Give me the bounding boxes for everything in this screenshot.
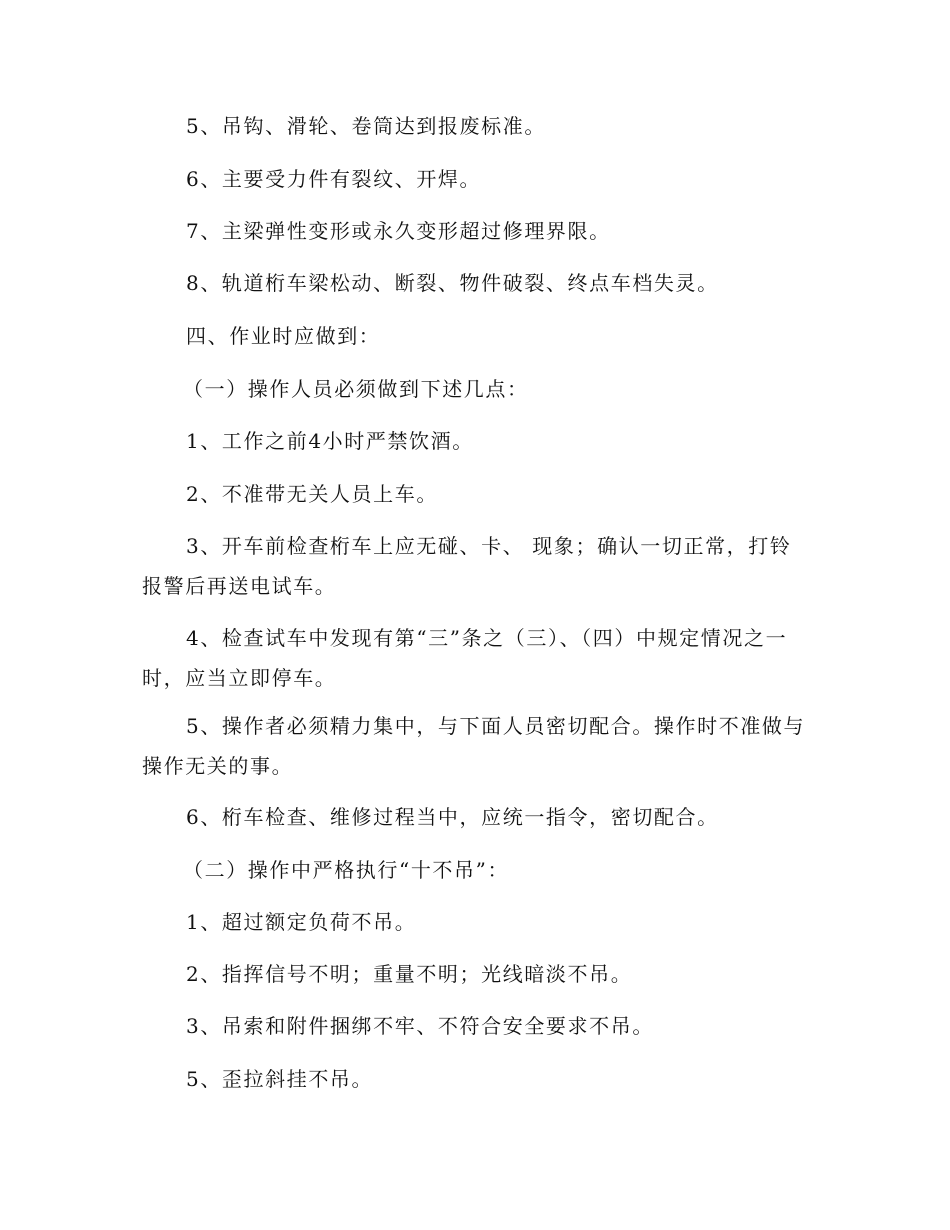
paragraph-rule-2-signal: 2、指挥信号不明；重量不明；光线暗淡不吊。 <box>186 962 633 986</box>
paragraph-item-5-focus: 5、操作者必须精力集中，与下面人员密切配合。操作时不准做与操作无关的事。 <box>142 714 806 778</box>
paragraph-item-5-hook: 5、吊钩、滑轮、卷筒达到报废标准。 <box>186 114 546 138</box>
paragraph-rule-3-rigging: 3、吊索和附件捆绑不牢、不符合安全要求不吊。 <box>186 1014 654 1038</box>
paragraph-item-3-precheck: 3、开车前检查桁车上应无碰、卡、 现象；确认一切正常，打铃报警后再送电试车。 <box>142 534 792 598</box>
paragraph-item-2-no-passengers: 2、不准带无关人员上车。 <box>186 482 438 506</box>
paragraph-item-4-stop: 4、检查试车中发现有第“三”条之（三）、（四）中规定情况之一时，应当立即停车。 <box>142 626 788 690</box>
paragraph-rule-1-overload: 1、超过额定负荷不吊。 <box>186 910 417 934</box>
paragraph-rule-5-skew: 5、歪拉斜挂不吊。 <box>186 1067 374 1091</box>
paragraph-item-1-no-alcohol: 1、工作之前4小时严禁饮酒。 <box>186 429 474 453</box>
paragraph-item-8-rail: 8、轨道桁车梁松动、断裂、物件破裂、终点车档失灵。 <box>186 271 719 295</box>
paragraph-item-6-cracks: 6、主要受力件有裂纹、开焊。 <box>186 167 482 191</box>
section-heading-four: 四、作业时应做到： <box>186 324 381 348</box>
paragraph-item-7-beam-deform: 7、主梁弹性变形或永久变形超过修理界限。 <box>186 219 611 243</box>
subsection-heading-one: （一）操作人员必须做到下述几点： <box>183 377 529 401</box>
subsection-heading-two: （二）操作中严格执行“十不吊”： <box>183 858 510 882</box>
paragraph-item-6-maintenance: 6、桁车检查、维修过程当中，应统一指令，密切配合。 <box>186 805 719 829</box>
